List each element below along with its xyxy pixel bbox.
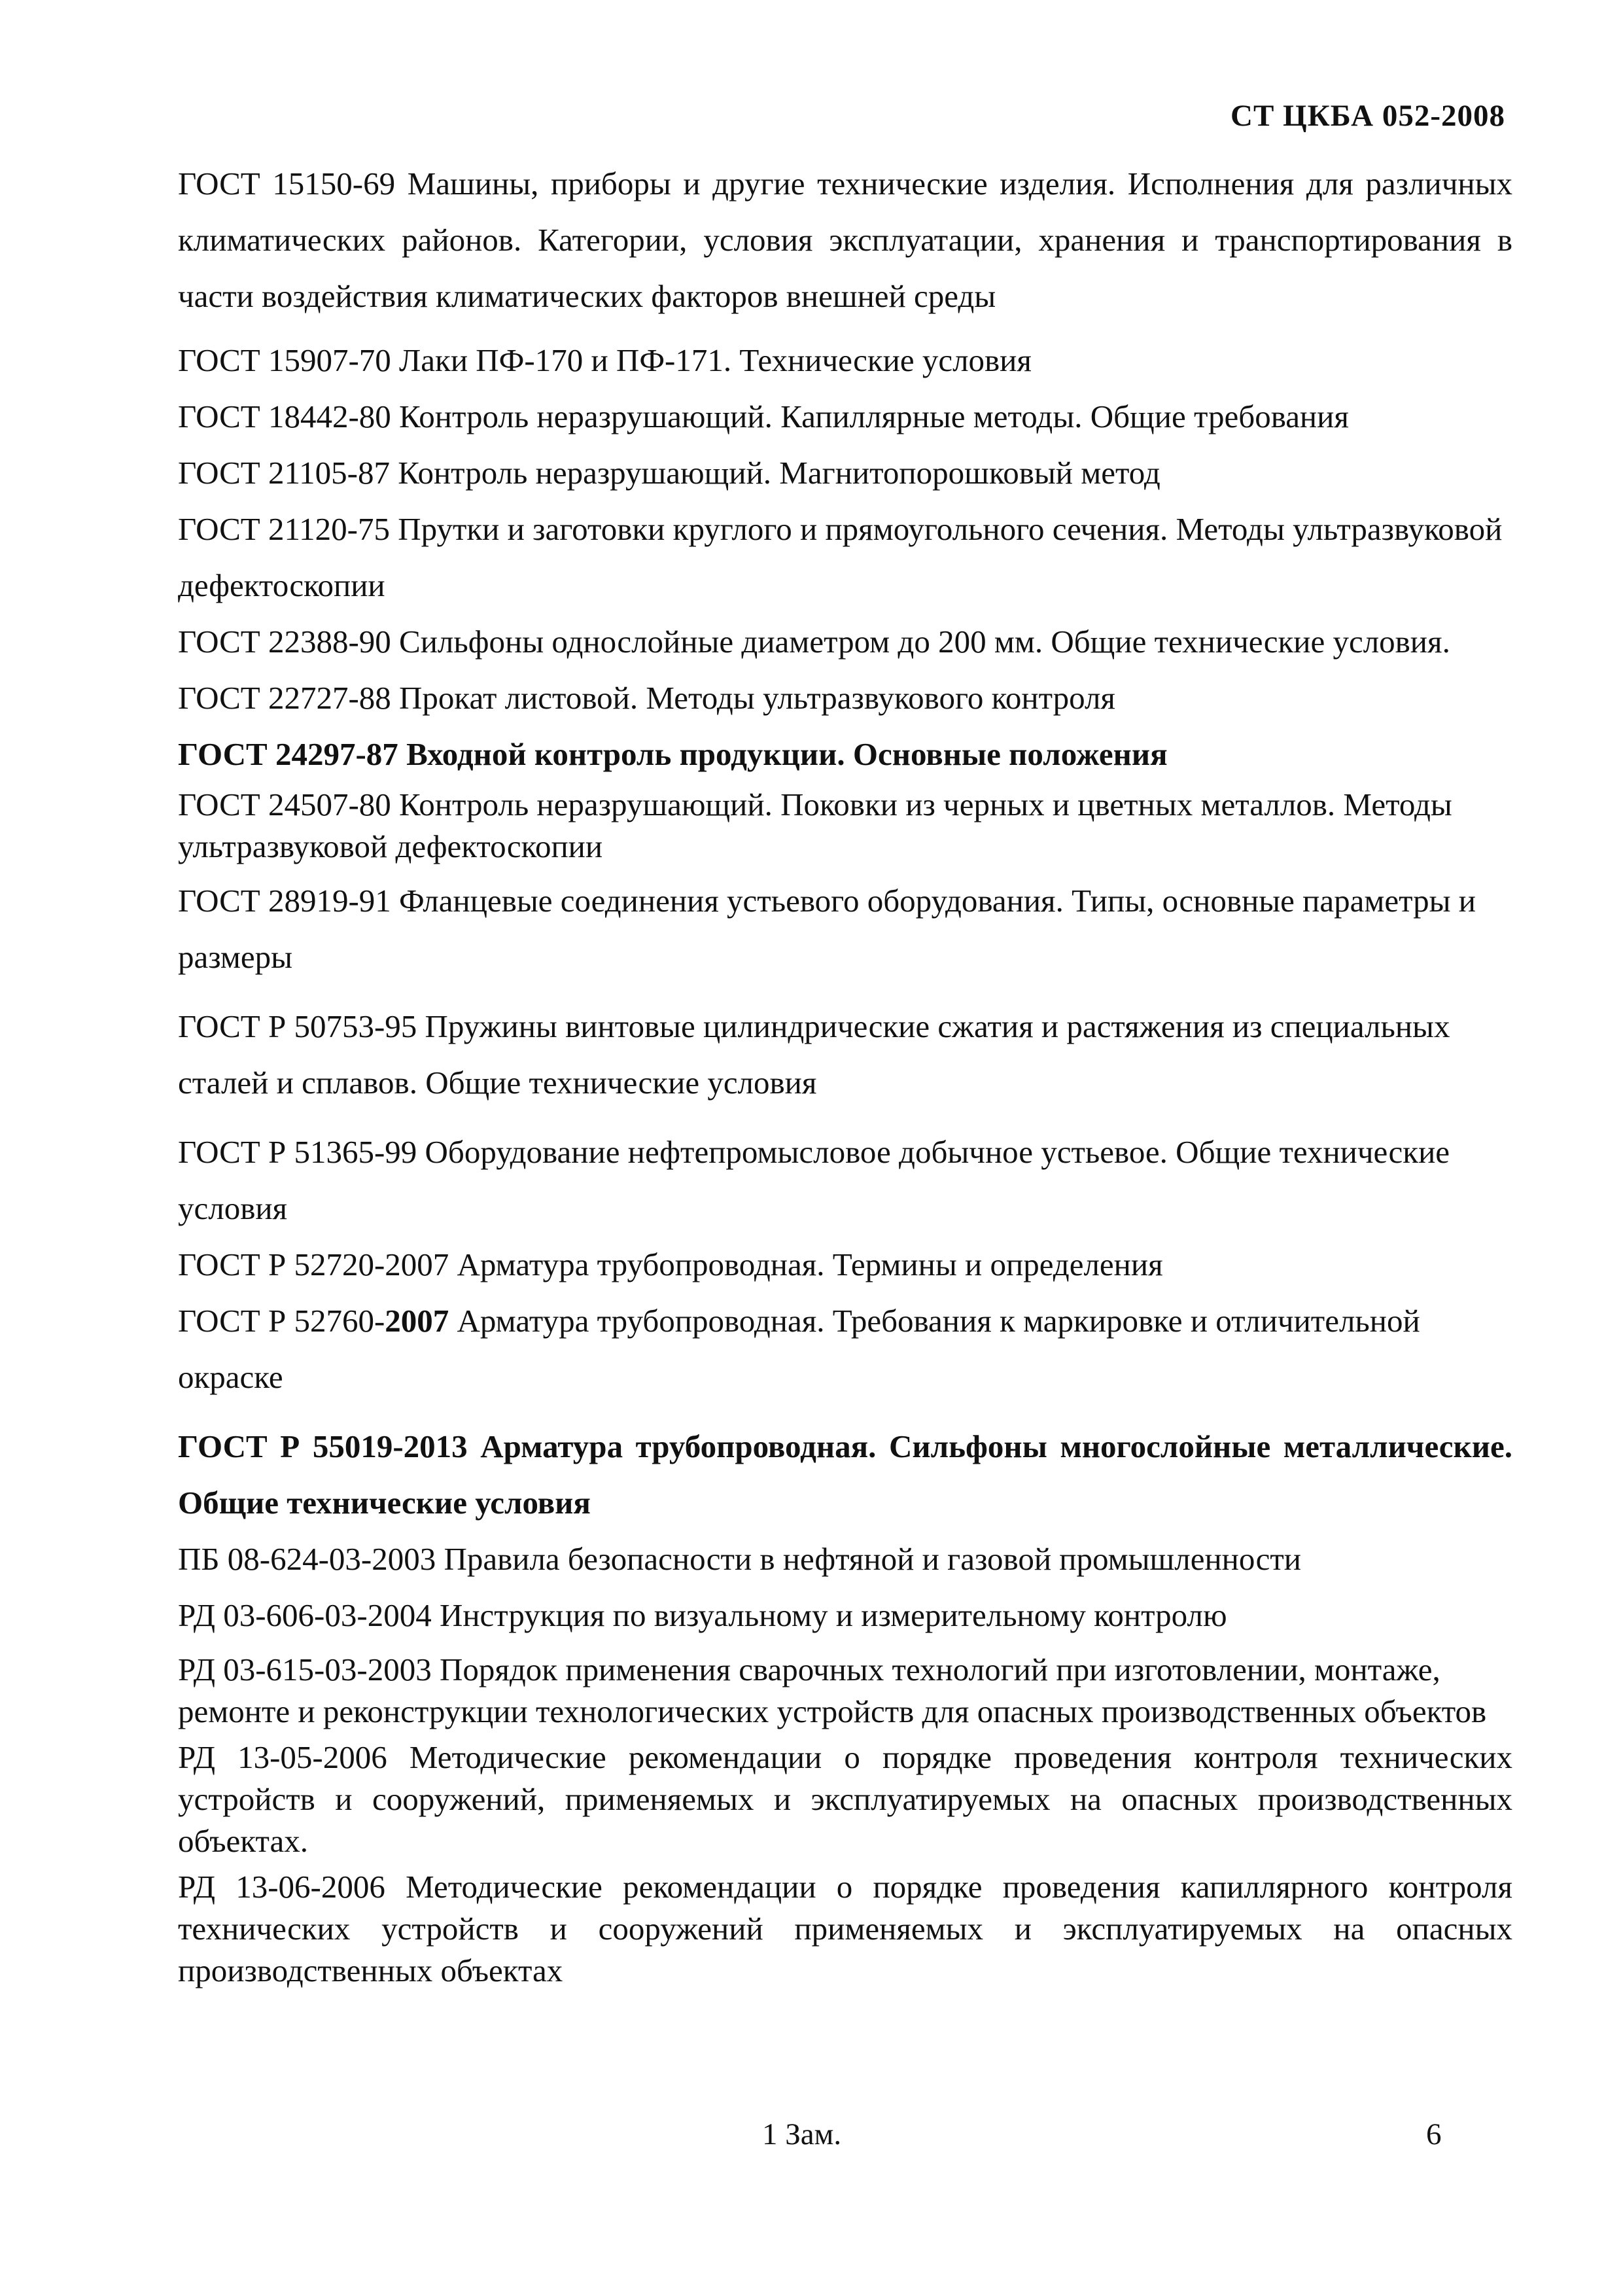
reference-title: Лаки ПФ-170 и ПФ-171. Технические условия xyxy=(399,342,1032,378)
reference-item xyxy=(178,614,1512,670)
reference-title: Контроль неразрушающий. Поковки из черных и цветных металлов. Методы ультразвуковой дефектоскопии xyxy=(178,786,1452,864)
reference-title: Входной контроль продукции. Основные положения xyxy=(406,736,1168,772)
reference-id: ГОСТ Р 50753-95 xyxy=(178,1008,417,1044)
reference-item xyxy=(178,1293,1512,1405)
reference-item xyxy=(178,726,1512,783)
reference-item xyxy=(178,1531,1512,1587)
reference-title: Прокат листовой. Методы ультразвукового контроля xyxy=(399,680,1115,716)
reference-id: ГОСТ Р 52720-2007 xyxy=(178,1246,449,1282)
reference-title: Фланцевые соединения устьевого оборудования. Типы, основные параметры и размеры xyxy=(178,883,1476,975)
reference-id: РД 03-615-03-2003 xyxy=(178,1651,432,1687)
reference-title: Методические рекомендации о порядке проведения капиллярного контроля технических устройств и сооружений применяемых и эксплуатируемых на опасных производственных объектах xyxy=(178,1869,1512,1988)
reference-title: Машины, приборы и другие технические изделия. Исполнения для различных климатических районов. Категории, условия эксплуатации, хранения и транспортирования в части воздействия климатических факторов внешней среды xyxy=(178,166,1512,314)
reference-item xyxy=(178,670,1512,726)
reference-id: ГОСТ 15907-70 xyxy=(178,342,391,378)
reference-item xyxy=(178,873,1512,985)
reference-id: ГОСТ 15150-69 xyxy=(178,166,396,202)
reference-id: ГОСТ 24297-87 xyxy=(178,736,398,772)
reference-item xyxy=(178,1866,1512,1992)
reference-item xyxy=(178,156,1512,325)
reference-title: Сильфоны однослойные диаметром до 200 мм. Общие технические условия. xyxy=(399,624,1450,660)
reference-title: Пружины винтовые цилиндрические сжатия и растяжения из специальных сталей и сплавов. Общие технические условия xyxy=(178,1008,1450,1101)
reference-id: ГОСТ 22388-90 xyxy=(178,624,391,660)
document-code-header: СТ ЦКБА 052-2008 xyxy=(1230,99,1505,133)
reference-id-year: 2007 xyxy=(385,1303,449,1339)
reference-id: РД 13-05-2006 xyxy=(178,1739,387,1775)
reference-item xyxy=(178,389,1512,445)
reference-item xyxy=(178,784,1512,868)
reference-title: Контроль неразрушающий. Капиллярные методы. Общие требования xyxy=(399,398,1349,434)
reference-id: ГОСТ Р 51365-99 xyxy=(178,1134,417,1170)
reference-item xyxy=(178,1587,1512,1644)
reference-id: РД 13-06-2006 xyxy=(178,1869,385,1905)
reference-id: ГОСТ Р 55019-2013 xyxy=(178,1428,468,1464)
reference-item xyxy=(178,998,1512,1111)
page-number: 6 xyxy=(1426,2117,1442,2151)
reference-id: ГОСТ 22727-88 xyxy=(178,680,391,716)
reference-id: ПБ 08-624-03-2003 xyxy=(178,1541,436,1577)
reference-id: ГОСТ 24507-80 xyxy=(178,786,391,822)
reference-item xyxy=(178,1237,1512,1293)
reference-title: Оборудование нефтепромысловое добычное устьевое. Общие технические условия xyxy=(178,1134,1450,1226)
reference-title: Порядок применения сварочных технологий при изготовлении, монтаже, ремонте и реконструкции технологических устройств для опасных производственных объектов xyxy=(178,1651,1487,1729)
reference-id: ГОСТ 18442-80 xyxy=(178,398,391,434)
reference-item xyxy=(178,445,1512,501)
change-note: 1 Зам. xyxy=(762,2117,842,2151)
reference-item xyxy=(178,501,1512,614)
reference-title: Арматура трубопроводная. Сильфоны многослойные металлические. Общие технические условия xyxy=(178,1428,1512,1521)
reference-title: Методические рекомендации о порядке проведения контроля технических устройств и сооружений, применяемых и эксплуатируемых на опасных производственных объектах. xyxy=(178,1739,1512,1859)
reference-id: ГОСТ Р 52760- xyxy=(178,1303,385,1339)
reference-item xyxy=(178,1649,1512,1733)
reference-item xyxy=(178,1419,1512,1531)
reference-title: Контроль неразрушающий. Магнитопорошковый метод xyxy=(398,455,1161,491)
reference-id: ГОСТ 28919-91 xyxy=(178,883,391,919)
reference-item xyxy=(178,1737,1512,1862)
reference-title: Арматура трубопроводная. Термины и определения xyxy=(457,1246,1163,1282)
reference-title: Инструкция по визуальному и измерительному контролю xyxy=(439,1597,1227,1633)
reference-id: ГОСТ 21105-87 xyxy=(178,455,390,491)
reference-id: РД 03-606-03-2004 xyxy=(178,1597,432,1633)
reference-title: Правила безопасности в нефтяной и газовой промышленности xyxy=(444,1541,1301,1577)
reference-id: ГОСТ 21120-75 xyxy=(178,511,390,547)
reference-title: Прутки и заготовки круглого и прямоугольного сечения. Методы ультразвуковой дефектоскопии xyxy=(178,511,1503,603)
reference-item xyxy=(178,1124,1512,1237)
reference-item xyxy=(178,332,1512,389)
reference-title: Арматура трубопроводная. Требования к маркировке и отличительной окраске xyxy=(178,1303,1420,1395)
